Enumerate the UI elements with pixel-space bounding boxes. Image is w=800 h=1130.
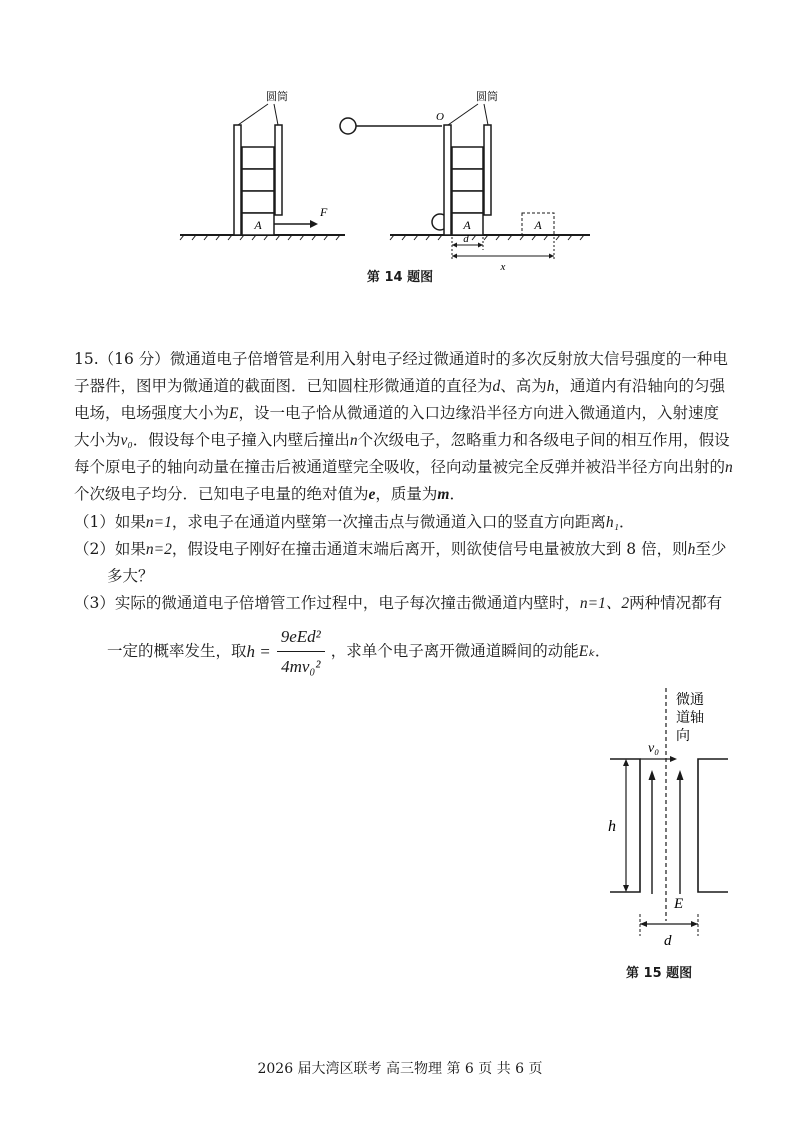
leader-left-b bbox=[274, 104, 278, 125]
var-E: E bbox=[229, 405, 239, 422]
question-label: （3） bbox=[74, 594, 115, 612]
intro-text: ． bbox=[449, 485, 465, 503]
intro-text: 个次级电子，忽略重力和各级电子间的 bbox=[357, 431, 622, 449]
dim-d-arrow-r bbox=[478, 243, 483, 248]
label-d-fig14: d bbox=[463, 233, 469, 245]
intro-text: 个次级电子均分．已知电子电量的绝对值为 bbox=[74, 485, 369, 503]
label-A-dashed: A bbox=[534, 218, 542, 232]
dim-x-arrow-r bbox=[549, 254, 554, 259]
q2-text: 至少多大？ bbox=[107, 540, 727, 585]
var-e: e bbox=[368, 486, 376, 503]
intro-text: ，设一电子恰从微通道的入口边缘沿半径方向进入微通道内， bbox=[238, 404, 657, 422]
block-right-3 bbox=[452, 191, 483, 213]
q1-var: h₁ bbox=[605, 514, 620, 531]
block-left-3 bbox=[242, 191, 274, 213]
q1-condition: n=1 bbox=[145, 514, 172, 531]
var-d: d bbox=[492, 378, 501, 395]
channel-wall-right bbox=[698, 759, 728, 892]
q2-condition: n=2 bbox=[145, 541, 172, 558]
cylinder-wall-left-b bbox=[275, 125, 282, 215]
block-left-2 bbox=[242, 169, 274, 191]
page-footer: 2026 届大湾区联考 高三物理 第 6 页 共 6 页 bbox=[257, 1061, 543, 1077]
q1-text: 如果 bbox=[114, 513, 146, 531]
intro-text: ，通道内有沿轴向 bbox=[554, 377, 679, 395]
dim-d-arrow-right bbox=[691, 921, 698, 927]
label-v0: v₀ bbox=[648, 741, 660, 756]
problem-number: 15. bbox=[74, 350, 99, 368]
block-right-1 bbox=[452, 147, 483, 169]
label-cylinder-right: 圆筒 bbox=[476, 91, 498, 103]
question-label: （2） bbox=[74, 540, 115, 558]
q3-condition: n=1、2 bbox=[579, 595, 630, 612]
label-E: E bbox=[674, 896, 684, 912]
question-label: （1） bbox=[74, 513, 115, 531]
dim-h-arrow-bottom bbox=[623, 885, 629, 892]
axis-label-1: 微通 bbox=[676, 693, 704, 708]
intro-text: 子器件，图甲为微通道的截面图．已知圆柱形微通道的直径为 bbox=[74, 377, 493, 395]
figure-14-diagram bbox=[170, 80, 600, 280]
intro-text: 相互作用，假设每个原电子的轴向动量在撞击后被通道壁完全吸收，径向动量被完全反弹并 bbox=[74, 431, 730, 476]
q3-text: ，求单个电子离开微通道瞬间的动能 bbox=[330, 642, 579, 660]
dim-h-arrow-top bbox=[623, 759, 629, 766]
problem-15 bbox=[74, 346, 734, 680]
var-n: n bbox=[725, 459, 733, 476]
v0-arrowhead bbox=[670, 756, 677, 762]
block-left-1 bbox=[242, 147, 274, 169]
label-d-fig15: d bbox=[664, 933, 672, 949]
question-1 bbox=[74, 509, 734, 536]
intro-text: 的匀强电场，电场强度大小为 bbox=[74, 377, 726, 422]
leader-left-a bbox=[238, 104, 268, 125]
q2-text: ，假设电子刚好在撞击通道末端后离开，则欲使信号电量被放大到 8 倍，则 bbox=[171, 540, 688, 558]
q2-text: 如果 bbox=[114, 540, 146, 558]
figure-15-diagram bbox=[600, 686, 740, 956]
leader-right-a bbox=[448, 104, 478, 125]
problem-15-intro bbox=[74, 346, 734, 508]
question-3 bbox=[74, 590, 734, 617]
leader-right-b bbox=[484, 104, 488, 125]
label-O: O bbox=[436, 111, 444, 123]
label-cylinder-left: 圆筒 bbox=[266, 91, 288, 103]
axis-label-2: 道轴 bbox=[676, 711, 704, 726]
q1-text: ，求电子在通道内壁第一次撞击点与微通道入口的竖直方向距离 bbox=[171, 513, 606, 531]
dim-d-arrow-left bbox=[640, 921, 647, 927]
q2-var: h bbox=[687, 541, 696, 558]
intro-text: ．假设每个电子撞入内壁后撞出 bbox=[132, 431, 350, 449]
dim-x-arrow-l bbox=[452, 254, 457, 259]
label-F: F bbox=[320, 205, 328, 219]
label-x: x bbox=[500, 261, 506, 273]
q3-text: 一定的概率发生，取 bbox=[107, 642, 247, 660]
field-arrowhead-1 bbox=[649, 770, 656, 780]
question-3-formula-line bbox=[74, 623, 734, 680]
var-m: m bbox=[437, 486, 450, 503]
cylinder-wall-left-a bbox=[234, 125, 241, 235]
dim-d-arrow-l bbox=[452, 243, 457, 248]
problem-points: （16 分） bbox=[98, 350, 170, 368]
block-right-2 bbox=[452, 169, 483, 191]
force-arrowhead bbox=[310, 220, 318, 228]
q3-text: 实际的微通道电子倍增管工作过程中，电子每次撞击微通道内壁时， bbox=[114, 594, 580, 612]
figure-15 bbox=[600, 686, 740, 960]
intro-text: 、高为 bbox=[500, 377, 547, 395]
var-n: n bbox=[349, 432, 358, 449]
q1-text: ． bbox=[619, 513, 635, 531]
intro-text: ，质量为 bbox=[375, 485, 438, 503]
label-h: h bbox=[608, 818, 616, 835]
axis-label-3: 向 bbox=[676, 729, 690, 744]
figure-14 bbox=[170, 80, 600, 284]
label-A-left: A bbox=[254, 218, 262, 232]
intro-text: 入射速度大小为 bbox=[74, 404, 720, 449]
figure-15-caption: 第 15 题图 bbox=[626, 966, 693, 981]
figure-14-caption: 第 14 题图 bbox=[366, 270, 434, 285]
cylinder-wall-right-a bbox=[444, 125, 451, 235]
question-2 bbox=[74, 536, 734, 590]
q3-var: Eₖ bbox=[578, 643, 595, 660]
label-A-right: A bbox=[463, 218, 471, 232]
formula-fraction bbox=[277, 623, 325, 680]
var-v0: v₀ bbox=[120, 432, 133, 449]
q3-text: 两种情况都有 bbox=[629, 594, 723, 612]
field-arrowhead-2 bbox=[677, 770, 684, 780]
q3-text: ． bbox=[594, 642, 611, 660]
var-h: h bbox=[546, 378, 555, 395]
pendulum-ball-top bbox=[340, 118, 356, 134]
cylinder-wall-right-b bbox=[484, 125, 491, 215]
intro-text: 微通道电子倍增管是利用入射电子经过微通道时的多次反射放大信号强度的一种电 bbox=[169, 350, 728, 368]
formula-lhs: h = bbox=[246, 642, 271, 661]
formula-numerator: 9eEd² bbox=[277, 623, 325, 652]
intro-text: 被沿半径方向出射的 bbox=[585, 458, 726, 476]
formula-denominator: 4mv₀² bbox=[281, 657, 321, 676]
